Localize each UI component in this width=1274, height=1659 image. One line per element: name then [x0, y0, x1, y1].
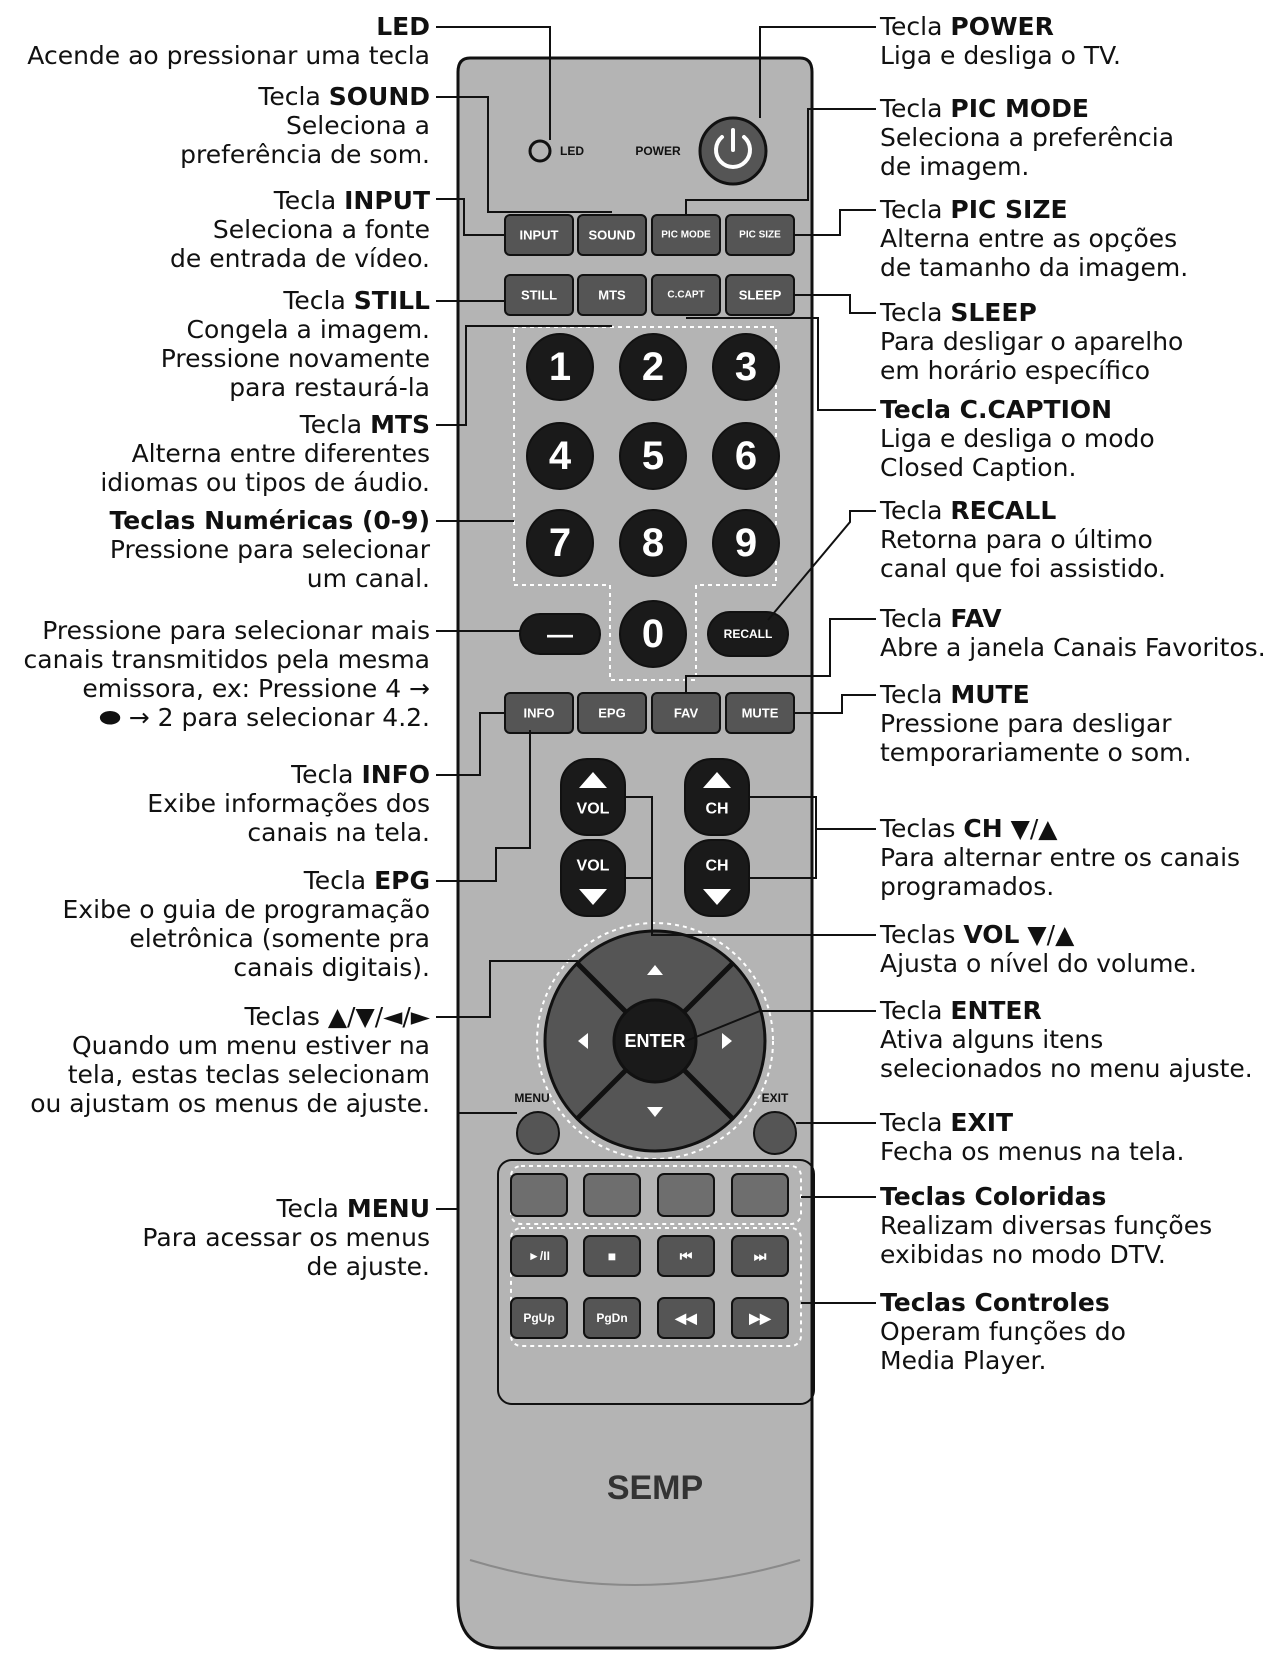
callout-title-key: INFO: [361, 760, 430, 789]
callout-description-line: Ajusta o nível do volume.: [880, 949, 1197, 978]
callout-description-line: Seleciona a: [286, 111, 430, 140]
digit-8-text: 8: [641, 521, 665, 565]
media-row2-1-text: PgUp: [523, 1311, 555, 1325]
callout-title-key: EXIT: [950, 1108, 1014, 1137]
key-epg-text: EPG: [598, 705, 626, 721]
right-callout-1: [880, 12, 1121, 70]
callout-description-line: de ajuste.: [306, 1252, 430, 1281]
callout-title: [880, 1108, 1184, 1137]
callout-title: [880, 12, 1121, 41]
callout-title-prefix: Tecla: [283, 286, 354, 315]
callout-description-line: Seleciona a preferência: [880, 123, 1175, 152]
key-mute-text: MUTE: [741, 705, 779, 721]
callout-description-line: Seleciona a fonte: [212, 215, 430, 244]
power-text: POWER: [635, 144, 681, 158]
left-callout-9: [63, 866, 431, 982]
callout-description-line: de entrada de vídeo.: [170, 244, 430, 273]
color-key-2[interactable]: [584, 1174, 640, 1216]
digit-4-text: 4: [548, 434, 572, 478]
callout-title-prefix: Tecla: [276, 1194, 347, 1223]
callout-title-prefix: Tecla: [880, 496, 951, 525]
callout-description-line: tela, estas teclas selecionam: [67, 1060, 430, 1089]
key-sound-text: SOUND: [588, 227, 636, 243]
media-row2-2-text: PgDn: [596, 1311, 628, 1325]
color-key-3[interactable]: [658, 1174, 714, 1216]
right-callout-2: [880, 94, 1174, 181]
callout-title-key: LED: [376, 12, 430, 41]
callout-description-line: ou ajustam os menus de ajuste.: [30, 1089, 430, 1118]
callout-title-prefix: Tecla: [880, 1108, 951, 1137]
callout-description-line: Realizam diversas funções: [880, 1211, 1213, 1240]
callout-title-key: Teclas Numéricas (0-9): [109, 506, 430, 535]
callout-description-line: Alterna entre diferentes: [131, 439, 430, 468]
callout-title-prefix: Tecla: [880, 12, 951, 41]
key-input-text: INPUT: [519, 227, 559, 243]
callout-title: [880, 814, 1240, 843]
callout-title: [880, 1288, 1126, 1317]
callout-title: [170, 186, 430, 215]
callout-title-key: PIC SIZE: [950, 195, 1068, 224]
callout-description-line: Exibe informações dos: [147, 789, 430, 818]
vol-down-text: VOL: [576, 857, 610, 875]
left-callout-4: [161, 286, 430, 402]
callout-title-prefix: Tecla: [880, 195, 951, 224]
left-callout-11: [142, 1194, 430, 1281]
callout-title-key: RECALL: [950, 496, 1057, 525]
callout-title-key: POWER: [950, 12, 1054, 41]
color-key-4[interactable]: [732, 1174, 788, 1216]
left-callout-1: [27, 12, 430, 70]
recall-text: RECALL: [723, 627, 773, 641]
callout-description-line: canais transmitidos pela mesma: [23, 645, 430, 674]
vol-up-text: VOL: [576, 800, 610, 818]
callout-title: [880, 1182, 1212, 1211]
right-callout-6: [880, 496, 1166, 583]
callout-title-key: Teclas Controles: [880, 1288, 1110, 1317]
callout-title: [100, 410, 430, 439]
right-callout-13: [880, 1182, 1212, 1269]
callout-title-prefix: Tecla: [880, 996, 951, 1025]
callout-description-line: Media Player.: [880, 1346, 1047, 1375]
key-sleep-text: SLEEP: [738, 287, 782, 303]
callout-title-prefix: Tecla: [880, 298, 951, 327]
enter-text: ENTER: [624, 1031, 686, 1051]
callout-title-key: Tecla C.CAPTION: [880, 395, 1113, 424]
callout-description-line: de tamanho da imagem.: [880, 253, 1189, 282]
callout-title: [27, 12, 430, 41]
callout-description-line: Acende ao pressionar uma tecla: [27, 41, 430, 70]
callout-description-line: Liga e desliga o TV.: [880, 41, 1121, 70]
callout-title: [880, 496, 1166, 525]
callout-title-prefix: Teclas ▲/▼/◄/►: [244, 1002, 430, 1031]
ch-up-text: CH: [705, 800, 729, 818]
callout-title-prefix: Teclas: [880, 920, 964, 949]
digit-1-text: 1: [548, 345, 572, 389]
right-callout-8: [880, 680, 1191, 767]
callout-title: [880, 395, 1155, 424]
callout-title-key: SLEEP: [950, 298, 1037, 327]
callout-description-line: Closed Caption.: [880, 453, 1077, 482]
callout-description-line: Fecha os menus na tela.: [880, 1137, 1185, 1166]
right-callout-5: [880, 395, 1155, 482]
key-pic-size-text: PIC SIZE: [739, 229, 781, 241]
callout-title-prefix: Tecla: [880, 94, 951, 123]
callout-title: [880, 94, 1174, 123]
callout-title-prefix: Tecla: [880, 604, 951, 633]
digit-9-text: 9: [734, 521, 758, 565]
key-info-text: INFO: [523, 705, 555, 721]
callout-description-line: exibidas no modo DTV.: [880, 1240, 1166, 1269]
callout-title-key: FAV: [950, 604, 1002, 633]
callout-description-line: Pressione novamente: [160, 344, 430, 373]
callout-description-line: ⬬ → 2 para selecionar 4.2.: [99, 703, 430, 732]
left-callout-8: [147, 760, 430, 847]
callout-description-line: Ativa alguns itens: [880, 1025, 1104, 1054]
right-callout-12: [880, 1108, 1184, 1166]
callout-description-line: canais digitais).: [233, 953, 430, 982]
callout-title-key: CH: [963, 814, 1003, 843]
callout-description-line: Liga e desliga o modo: [880, 424, 1155, 453]
callout-description-line: canal que foi assistido.: [880, 554, 1166, 583]
callout-title-key: Teclas Coloridas: [880, 1182, 1107, 1211]
media-row2-4-text: ▶▶: [749, 1310, 771, 1326]
callout-description-line: Quando um menu estiver na: [71, 1031, 430, 1060]
callout-description-line: selecionados no menu ajuste.: [880, 1054, 1253, 1083]
right-callout-9: [880, 814, 1240, 901]
callout-description-line: emissora, ex: Pressione 4 →: [82, 674, 430, 703]
callout-title: [110, 506, 430, 535]
callout-title-suffix: ▼/▲: [1002, 814, 1058, 843]
media-row1-3-text: ⏮: [679, 1248, 693, 1264]
left-callout-6: [110, 506, 430, 593]
digit-0-text: 0: [641, 612, 665, 656]
callout-title-prefix: Tecla: [273, 186, 345, 215]
callout-description-line: Alterna entre as opções: [880, 224, 1178, 253]
callout-title-key: STILL: [353, 286, 430, 315]
left-callout-10: [30, 1002, 430, 1118]
callout-description-line: Para acessar os menus: [142, 1223, 430, 1252]
brand-logo: SEMP: [606, 1469, 704, 1507]
media-row1-2-text: ■: [607, 1248, 617, 1264]
callout-title-key: INPUT: [344, 186, 430, 215]
callout-description-line: Congela a imagem.: [186, 315, 430, 344]
callout-title-prefix: Pressione para selecionar mais: [42, 616, 430, 645]
callout-title: [161, 286, 430, 315]
callout-title-key: MTS: [370, 410, 430, 439]
callout-description-line: programados.: [880, 872, 1055, 901]
callout-title: [24, 616, 431, 645]
callout-title: [63, 866, 431, 895]
callout-title: [142, 1194, 430, 1223]
callout-title: [880, 996, 1253, 1025]
callout-title: [880, 920, 1197, 949]
media-row2-3-text: ◀◀: [675, 1310, 697, 1326]
callout-description-line: Para desligar o aparelho: [880, 327, 1184, 356]
callout-description-line: temporariamente o som.: [880, 738, 1192, 767]
callout-title-key: VOL: [963, 920, 1020, 949]
callout-description-line: Pressione para selecionar: [109, 535, 430, 564]
right-callout-4: [880, 298, 1183, 385]
digit-6-text: 6: [734, 434, 758, 478]
left-callout-3: [170, 186, 430, 273]
callout-title-prefix: Teclas: [880, 814, 964, 843]
exit-text: EXIT: [761, 1091, 789, 1105]
callout-title: [880, 604, 1266, 633]
key-fav-text: FAV: [673, 705, 699, 721]
callout-title: [880, 195, 1188, 224]
color-key-1[interactable]: [511, 1174, 567, 1216]
callout-description-line: um canal.: [306, 564, 430, 593]
callout-description-line: em horário específico: [880, 356, 1151, 385]
vol-up-button[interactable]: [561, 759, 625, 835]
callout-title-key: EPG: [374, 866, 430, 895]
dash-text: —: [547, 619, 573, 649]
callout-description-line: Retorna para o último: [880, 525, 1153, 554]
right-callout-11: [880, 996, 1253, 1083]
callout-title-prefix: Tecla: [258, 82, 329, 111]
key-c-capt-text: C.CAPT: [667, 289, 705, 301]
menu-text: MENU: [514, 1091, 550, 1105]
callout-title-key: ENTER: [950, 996, 1042, 1025]
key-still-text: STILL: [520, 287, 558, 303]
callout-title-prefix: Tecla: [291, 760, 362, 789]
digit-5-text: 5: [641, 434, 665, 478]
callout-description-line: canais na tela.: [247, 818, 430, 847]
callout-description-line: para restaurá-la: [229, 373, 430, 402]
right-callout-3: [880, 195, 1188, 282]
callout-title-suffix: ▼/▲: [1019, 920, 1075, 949]
callout-description-line: Abre a janela Canais Favoritos.: [880, 633, 1266, 662]
callout-title-key: MUTE: [950, 680, 1030, 709]
key-mts-text: MTS: [598, 287, 626, 303]
right-callout-14: [880, 1288, 1126, 1375]
left-callout-2: [180, 82, 430, 169]
left-callout-7: [24, 616, 431, 732]
digit-7-text: 7: [548, 521, 572, 565]
key-pic-mode-text: PIC MODE: [661, 229, 711, 241]
callout-description-line: Exibe o guia de programação: [62, 895, 430, 924]
callout-title-key: SOUND: [328, 82, 430, 111]
media-row1-1-text: ►/II: [528, 1249, 550, 1263]
callout-description-line: preferência de som.: [180, 140, 430, 169]
callout-title-prefix: Tecla: [880, 680, 951, 709]
callout-title-prefix: Tecla: [303, 866, 375, 895]
callout-title: [880, 298, 1183, 327]
ch-up-button[interactable]: [685, 759, 749, 835]
callout-description-line: Operam funções do: [880, 1317, 1126, 1346]
ch-down-text: CH: [705, 857, 729, 875]
callout-title: [880, 680, 1191, 709]
left-callout-5: [100, 410, 430, 497]
digit-3-text: 3: [734, 345, 758, 389]
media-row1-4-text: ⏭: [753, 1248, 767, 1264]
callout-description-line: idiomas ou tipos de áudio.: [100, 468, 430, 497]
callout-description-line: eletrônica (somente pra: [129, 924, 430, 953]
callout-title: [147, 760, 430, 789]
led-text: LED: [560, 144, 584, 158]
right-callout-7: [880, 604, 1266, 662]
callout-title-prefix: Tecla: [299, 410, 371, 439]
digit-2-text: 2: [641, 345, 665, 389]
callout-description-line: Para alternar entre os canais: [880, 843, 1241, 872]
exit-button[interactable]: [754, 1112, 796, 1154]
callout-description-line: Pressione para desligar: [880, 709, 1172, 738]
callout-title-key: PIC MODE: [950, 94, 1090, 123]
callout-title: [180, 82, 430, 111]
right-callout-10: [880, 920, 1197, 978]
callout-title: [30, 1002, 430, 1031]
menu-button[interactable]: [517, 1112, 559, 1154]
callout-title-key: MENU: [346, 1194, 430, 1223]
callout-description-line: de imagem.: [880, 152, 1030, 181]
